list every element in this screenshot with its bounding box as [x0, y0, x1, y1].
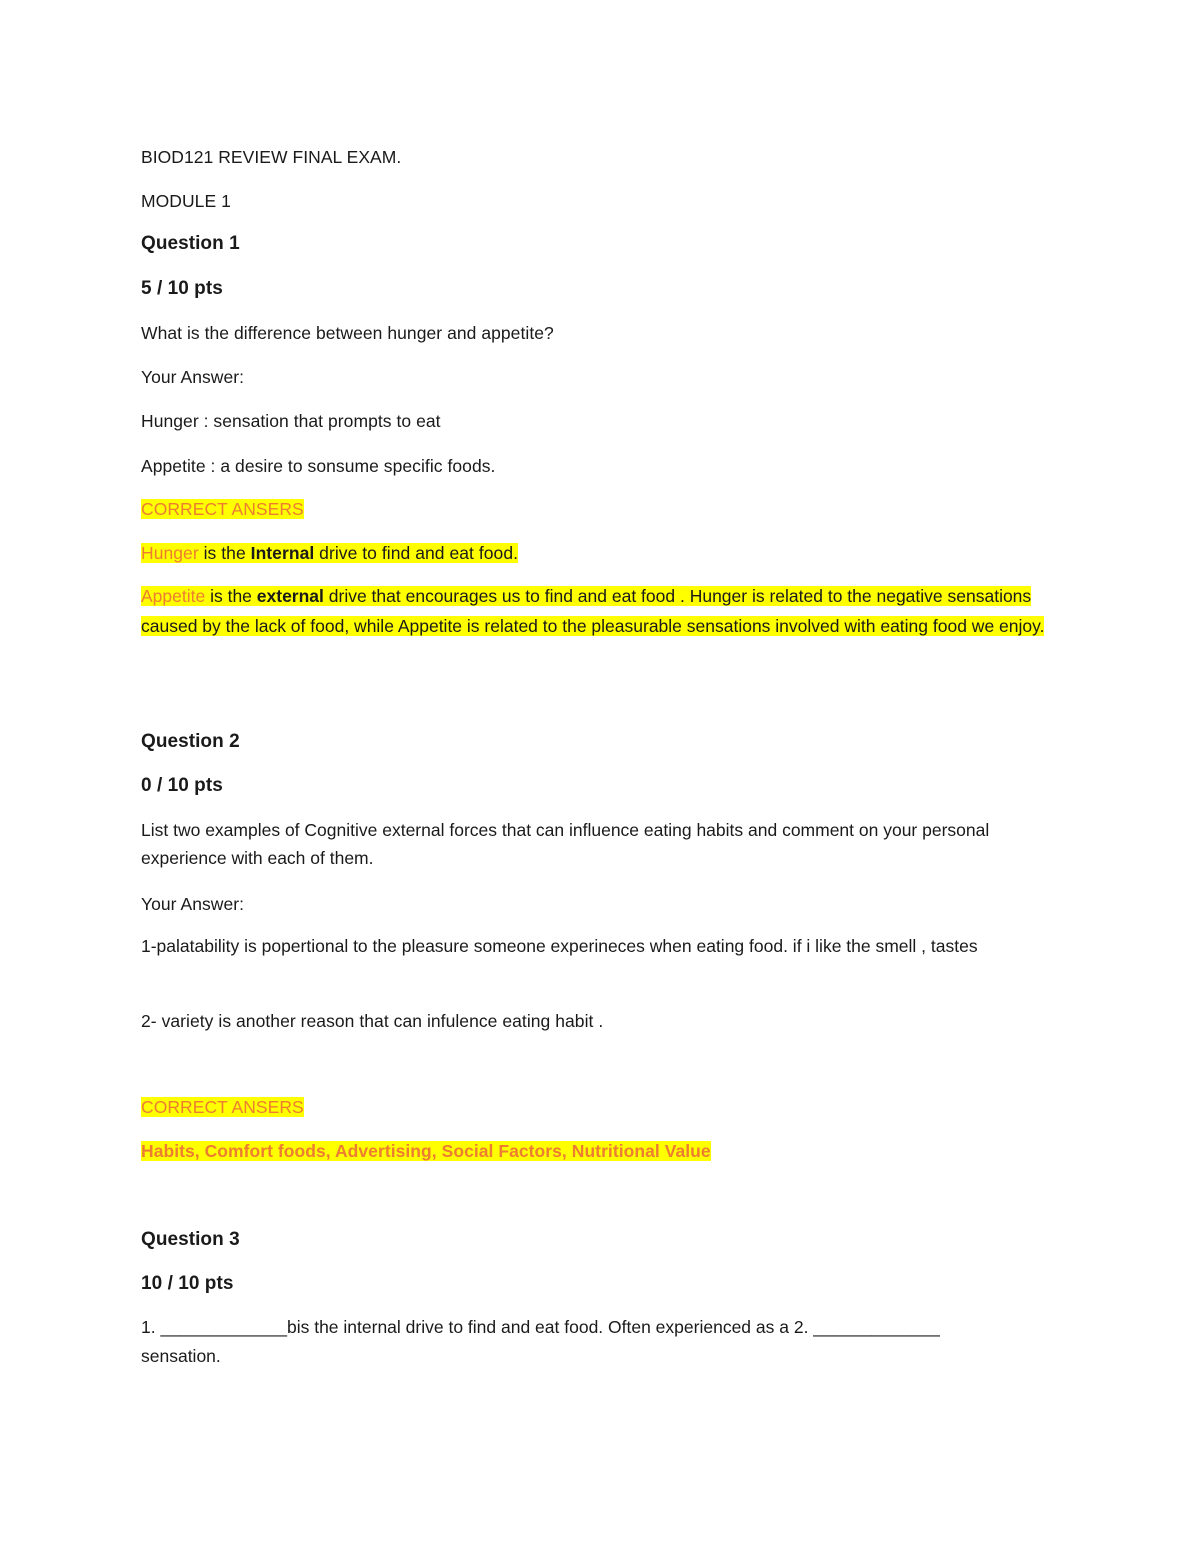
document-title: BIOD121 REVIEW FINAL EXAM. — [141, 147, 402, 167]
appetite-term: Appetite — [141, 586, 206, 606]
question-2-score: 0 / 10 pts — [141, 775, 223, 796]
module-heading: MODULE 1 — [141, 191, 231, 211]
question-1-correct-answer-1 — [141, 542, 518, 564]
question-2-prompt: List two examples of Cognitive external forces that can influence eating habits and comment on your personal experience with each of them. — [141, 820, 990, 868]
hunger-term: Hunger — [141, 543, 199, 563]
question-1-correct-label-wrap — [141, 498, 304, 520]
question-1-heading: Question 1 — [141, 233, 240, 254]
external-keyword: external — [256, 586, 324, 606]
correct-2-post: drive that encourages us to find and eat food . Hunger is related to the negative sensations caused by the lack of food, while Appetite is related to the pleasurable sensations involved with eating food we enjoy. — [141, 586, 1045, 636]
question-1-answer-line-2: Appetite : a desire to sonsume specific foods. — [141, 456, 496, 476]
question-3-prompt: 1. _____________bis the internal drive to find and eat food. Often experienced as a 2. _____________ sensation. — [141, 1317, 940, 1366]
question-1-score: 5 / 10 pts — [141, 278, 223, 299]
question-1-answer-line-1: Hunger : sensation that prompts to eat — [141, 411, 441, 431]
correct-2-pre: is the — [205, 586, 257, 606]
question-1-your-answer-label: Your Answer: — [141, 367, 245, 387]
question-2-answer-1: 1-palatability is popertional to the pleasure someone experineces when eating food. if i like the smell , tastes — [141, 936, 978, 956]
question-3-heading: Question 3 — [141, 1229, 240, 1250]
question-2-heading: Question 2 — [141, 731, 240, 752]
question-1-correct-label: CORRECT ANSERS — [141, 499, 304, 519]
question-2-correct-list: Habits, Comfort foods, Advertising, Social Factors, Nutritional Value — [141, 1141, 711, 1161]
internal-keyword: Internal — [250, 543, 315, 563]
question-2-correct-list-wrap — [141, 1140, 711, 1162]
question-2-answer-2: 2- variety is another reason that can infulence eating habit . — [141, 1011, 604, 1031]
correct-1-post: drive to find and eat food. — [314, 543, 519, 563]
question-3-score: 10 / 10 pts — [141, 1273, 234, 1294]
correct-1-pre: is the — [198, 543, 251, 563]
question-1-prompt: What is the difference between hunger and appetite? — [141, 323, 554, 343]
question-2-correct-label: CORRECT ANSERS — [141, 1097, 304, 1117]
question-1-correct-answer-2 — [141, 582, 1061, 641]
question-2-correct-label-wrap — [141, 1096, 304, 1118]
question-2-your-answer-label: Your Answer: — [141, 894, 245, 914]
